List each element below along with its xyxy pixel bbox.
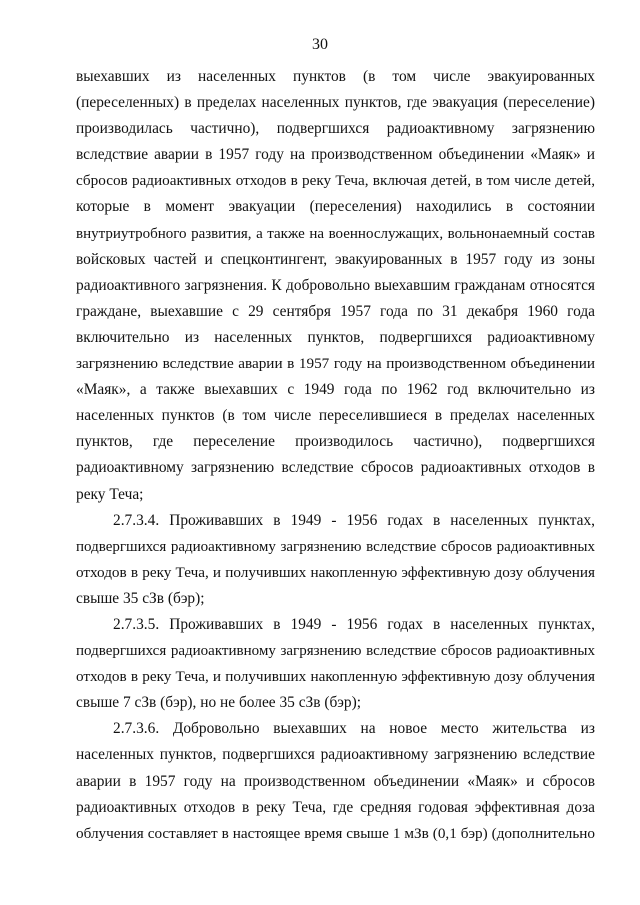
text-line: пунктов, где переселение производилось частично), подвергшихся (76, 433, 595, 451)
text-line: которые в момент эвакуации (переселения) находились в состоянии (76, 198, 595, 216)
text-line: подвергшихся радиоактивному загрязнению вследствие сбросов радиоактивных (76, 643, 595, 660)
text-line: производилась частично), подвергшихся радиоактивному загрязнению (76, 120, 595, 138)
text-line: включительно из населенных пунктов, подвергшихся радиоактивному (76, 328, 595, 346)
text-line: сбросов радиоактивных отходов в реку Теча, включая детей, в том числе детей, (76, 172, 595, 190)
text-line: отходов в реку Теча, и получивших накопленную эффективную дозу облучения (76, 668, 595, 686)
text-line: войсковых частей и спецконтингент, эвакуированных в 1957 году из зоны (76, 250, 595, 268)
text-line: граждане, выехавшие с 29 сентября 1957 года по 31 декабря 1960 года (76, 302, 595, 320)
text-line: облучения составляет в настоящее время свыше 1 мЗв (0,1 бэр) (дополнительно (76, 824, 595, 842)
text-line: 2.7.3.5. Проживавших в 1949 - 1956 годах в населенных пунктах, (113, 615, 595, 633)
text-line: свыше 35 сЗв (бэр); (76, 589, 205, 607)
text-line: населенных пунктов, подвергшихся радиоактивному загрязнению вследствие (76, 746, 595, 764)
text-line: внутриутробного развития, а также на военнослужащих, вольнонаемный состав (76, 225, 595, 242)
document-body (76, 64, 595, 847)
text-line: радиоактивного загрязнения. К добровольно выехавшим гражданам относятся (76, 276, 595, 294)
text-line: «Маяк», а также выехавших с 1949 года по 1962 год включительно из (76, 381, 595, 399)
page-number: 30 (312, 36, 328, 53)
text-line: загрязнению вследствие аварии в 1957 году на производственном объединении (76, 355, 595, 373)
text-line: реку Теча; (76, 485, 144, 503)
text-line: подвергшихся радиоактивному загрязнению вследствие сбросов радиоактивных (76, 538, 595, 555)
text-line: свыше 7 сЗв (бэр), но не более 35 сЗв (бэр); (76, 694, 362, 712)
text-line: отходов в реку Теча, и получивших накопленную эффективную дозу облучения (76, 563, 595, 581)
text-line: вследствие аварии в 1957 году на производственном объединении «Маяк» и (76, 146, 595, 164)
text-line: 2.7.3.6. Добровольно выехавших на новое место жительства из (113, 720, 595, 738)
text-line: аварии в 1957 году на производственном объединении «Маяк» и сбросов (76, 772, 595, 790)
text-line: радиоактивному загрязнению вследствие сбросов радиоактивных отходов в (76, 459, 595, 477)
text-line: 2.7.3.4. Проживавших в 1949 - 1956 годах в населенных пунктах, (113, 511, 595, 529)
text-line: населенных пунктов (в том числе переселившиеся в пределах населенных (76, 407, 595, 425)
text-line: выехавших из населенных пунктов (в том числе эвакуированных (76, 68, 595, 85)
text-line: (переселенных) в пределах населенных пунктов, где эвакуация (переселение) (76, 94, 595, 112)
text-line: радиоактивных отходов в реку Теча, где средняя годовая эффективная доза (76, 798, 595, 816)
